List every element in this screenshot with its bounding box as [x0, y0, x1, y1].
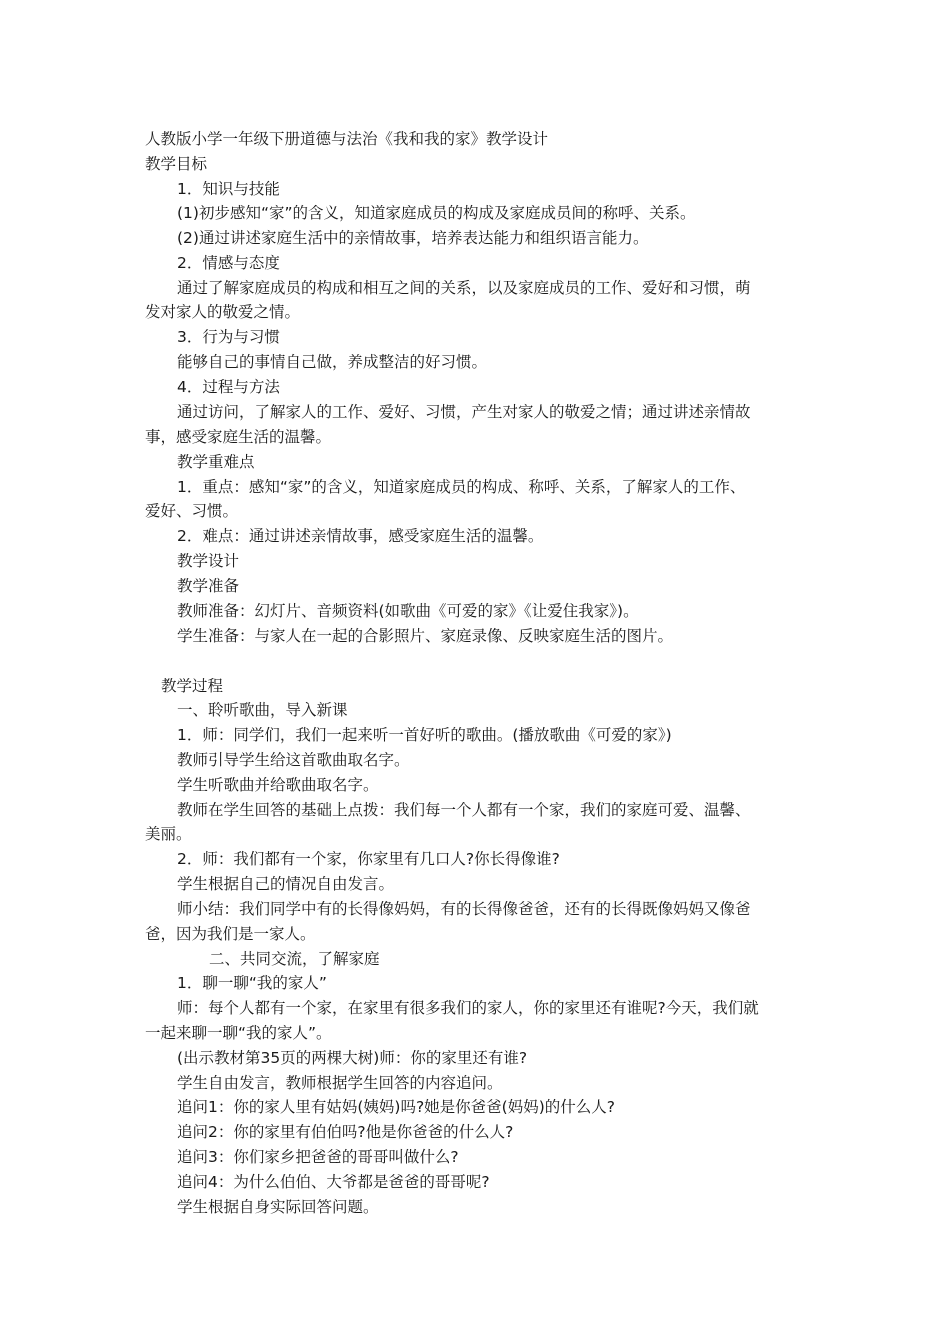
text-line: 学生自由发言，教师根据学生回答的内容追问。	[177, 1074, 503, 1092]
heading-teaching-design: 教学设计	[177, 552, 240, 570]
text-line: 1．师：同学们，我们一起来听一首好听的歌曲。(播放歌曲《可爱的家》)	[177, 726, 672, 744]
text-line: 3．行为与习惯	[177, 328, 280, 346]
text-line: 学生根据自己的情况自由发言。	[177, 875, 395, 893]
text-line: 2．难点：通过讲述亲情故事，感受家庭生活的温馨。	[177, 527, 544, 545]
text-line: 1．重点：感知“家”的含义，知道家庭成员的构成、称呼、关系，了解家人的工作、	[177, 478, 746, 496]
text-line: 追问2：你的家里有伯伯吗?他是你爸爸的什么人?	[177, 1123, 514, 1141]
text-line: (1)初步感知“家”的含义，知道家庭成员的构成及家庭成员间的称呼、关系。	[177, 204, 696, 222]
text-line: 师：每个人都有一个家，在家里有很多我们的家人，你的家里还有谁呢?今天，我们就	[177, 999, 759, 1017]
heading-key-points: 教学重难点	[177, 453, 255, 471]
text-line: 2．情感与态度	[177, 254, 280, 272]
text-line: 爸，因为我们是一家人。	[145, 925, 316, 943]
text-line: (出示教材第35页的两棵大树)师：你的家里还有谁?	[177, 1049, 528, 1067]
text-line: 学生听歌曲并给歌曲取名字。	[177, 776, 379, 794]
text-line: 通过了解家庭成员的构成和相互之间的关系，以及家庭成员的工作、爱好和习惯，萌	[177, 279, 751, 297]
heading-teaching-process: 教学过程	[161, 677, 224, 695]
heading-teaching-goals: 教学目标	[145, 155, 208, 173]
text-line: 师小结：我们同学中有的长得像妈妈，有的长得像爸爸，还有的长得既像妈妈又像爸	[177, 900, 751, 918]
text-line: 教师在学生回答的基础上点拨：我们每一个人都有一个家，我们的家庭可爱、温馨、	[177, 801, 751, 819]
text-line: 1．聊一聊“我的家人”	[177, 974, 327, 992]
text-line: 1．知识与技能	[177, 180, 280, 198]
text-line: (2)通过讲述家庭生活中的亲情故事，培养表达能力和组织语言能力。	[177, 229, 649, 247]
text-line: 学生准备：与家人在一起的合影照片、家庭录像、反映家庭生活的图片。	[177, 627, 674, 645]
text-line: 爱好、习惯。	[145, 502, 239, 520]
text-line: 学生根据自身实际回答问题。	[177, 1198, 379, 1216]
text-line: 能够自己的事情自己做，养成整洁的好习惯。	[177, 353, 488, 371]
heading-preparation: 教学准备	[177, 577, 240, 595]
text-line: 通过访问，了解家人的工作、爱好、习惯，产生对家人的敬爱之情；通过讲述亲情故	[177, 403, 751, 421]
text-line: 发对家人的敬爱之情。	[145, 303, 301, 321]
text-line: 教师准备：幻灯片、音频资料(如歌曲《可爱的家》《让爱住我家》)。	[177, 602, 639, 620]
text-line: 一、聆听歌曲，导入新课	[177, 701, 348, 719]
text-line: 追问1：你的家人里有姑妈(姨妈)吗?她是你爸爸(妈妈)的什么人?	[177, 1098, 616, 1116]
text-line: 二、共同交流，了解家庭	[209, 950, 380, 968]
document-title: 人教版小学一年级下册道德与法治《我和我的家》教学设计	[145, 130, 549, 148]
text-line: 教师引导学生给这首歌曲取名字。	[177, 751, 410, 769]
text-line: 事，感受家庭生活的温馨。	[145, 428, 332, 446]
text-line: 4．过程与方法	[177, 378, 280, 396]
text-line: 一起来聊一聊“我的家人”。	[145, 1024, 332, 1042]
text-line: 2．师：我们都有一个家，你家里有几口人?你长得像谁?	[177, 850, 560, 868]
text-line: 追问4：为什么伯伯、大爷都是爸爸的哥哥呢?	[177, 1173, 490, 1191]
text-line: 美丽。	[145, 825, 192, 843]
text-line: 追问3：你们家乡把爸爸的哥哥叫做什么?	[177, 1148, 459, 1166]
